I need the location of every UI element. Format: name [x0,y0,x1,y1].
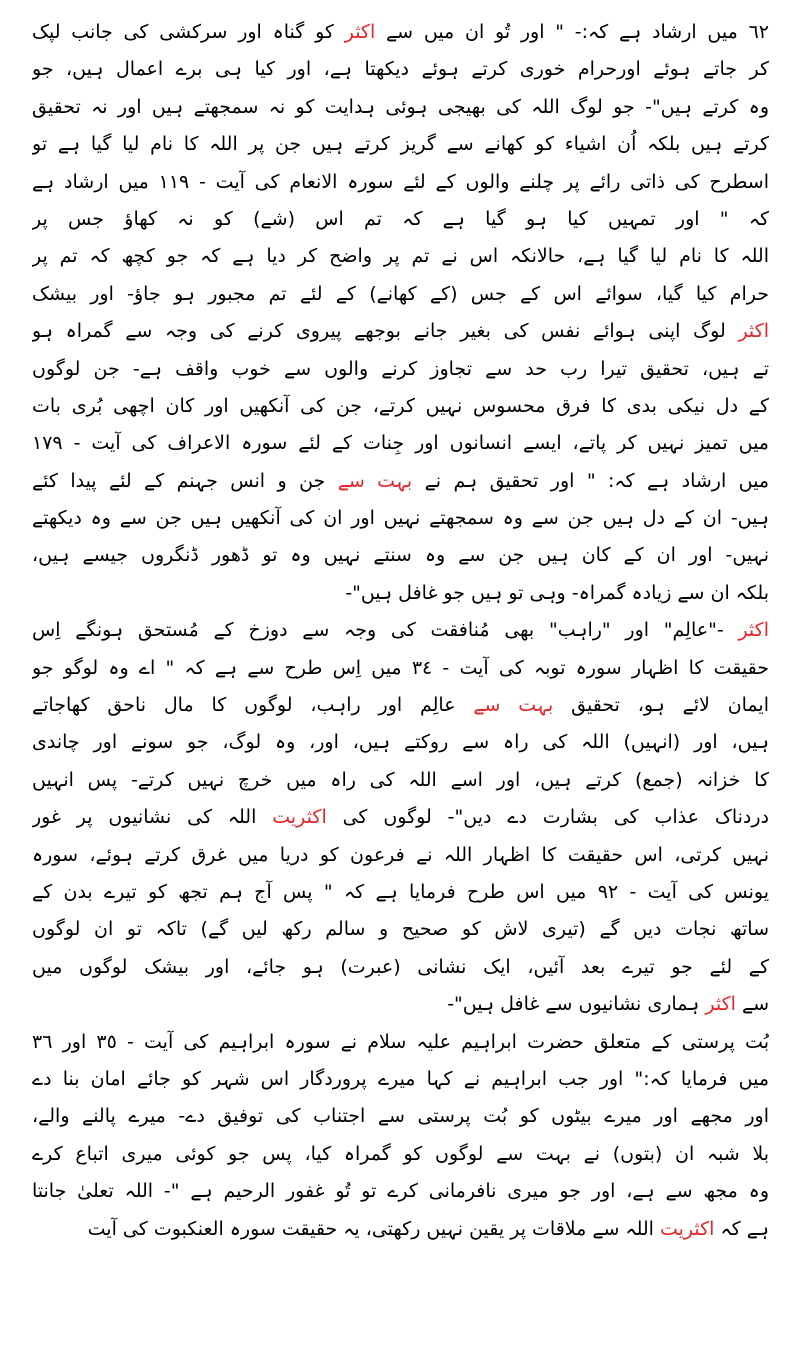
text-segment: بلا شبہ ان (بتوں) نے بہت سے لوگوں کو گمراہ کیا، پس جو کوئی میری اتباع کرے [32,1142,769,1165]
text-segment: اسطرح کی ذاتی رائے پر چلنے والوں کے لئے سورہ الانعام کی آیت - ١١٩ میں ارشاد ہے [32,170,769,193]
text-line [32,201,769,238]
text-line [32,164,769,201]
text-line [32,537,769,574]
text-segment: کو گناہ اور سرکشی کی جانب لپک [32,21,345,43]
text-line [32,351,769,388]
text-segment: کے دل نیکی بدی کا فرق محسوس نہیں کرتے، جن کی آنکھیں اور کان اچھی بُری بات [32,394,769,417]
text-segment: لوگ اپنی ہوائے نفس کی بغیر جانے بوجھے پیروی کرنے کی وجہ سے گمراہ ہو [32,320,739,343]
text-line [32,51,769,88]
text-segment: اللہ سے ملاقات پر یقین نہیں رکھتی، یہ حقیقت سورہ العنکبوت کی آیت [87,1217,660,1240]
text-segment: جن و انس جہنم کے لئے پیدا کئے [32,469,338,492]
text-segment: تے ہیں، تحقیق تیرا رب حد سے تجاوز کرنے والوں سے خوب واقف ہے- جن لوگوں [32,357,769,380]
text-line [32,388,769,425]
text-segment: کر جاتے ہوئے اورحرام خوری کرتے ہوئے دیکھتا ہے، اور کیا ہی برے اعمال ہیں، جو [32,58,769,81]
highlighted-word: اکثر [738,619,769,642]
text-segment: نہیں- اور ان کے کان ہیں جن سے وہ سنتے نہیں وہ تو ڈھور ڈنگروں جیسے ہیں، [32,544,769,567]
text-segment: ہماری نشانیوں سے غافل ہیں"- [447,993,706,1016]
text-line [32,1024,769,1061]
text-segment: وہ مجھ سے ہے، اور جو میری نافرمانی کرے تو تُو غفور الرحیم ہے "- اللہ تعلیٰ جانتا [32,1180,769,1203]
text-segment: وہ کرتے ہیں"- جو لوگ اللہ کی بھیجی ہوئی ہدایت کو نہ سمجھتے ہیں اور نہ تحقیق [32,95,769,118]
text-segment: عالِم اور راہب، لوگوں کا مال ناحق کھاجاتے [32,694,474,717]
text-line [32,313,769,350]
paragraph [32,612,769,1023]
text-line [32,1098,769,1135]
text-segment: کے لئے جو تیرے بعد آئیں، ایک نشانی (عبرت) ہو جائے، اور بیشک لوگوں میں [32,955,769,978]
text-line [32,762,769,799]
highlighted-word: اکثر [705,993,736,1016]
text-line [32,14,769,51]
highlighted-word: بہت سے [473,694,554,717]
text-segment: میں فرمایا کہ:" اور جب ابراہیم نے کہا میرے پروردگار اس شہر کو جائے امان بنا دے [32,1067,769,1090]
highlighted-word: اکثر [738,320,769,343]
text-segment: سے [735,993,769,1016]
text-segment: دردناک عذاب کی بشارت دے دیں"- لوگوں کی [326,806,769,829]
text-line [32,986,769,1023]
text-line [32,1211,769,1248]
text-segment: کہ " اور تمہیں کیا ہو گیا ہے کہ تم اس (شے) کو نہ کھاؤ جس پر [32,207,769,230]
text-segment: حقیقت کا اظہار سورہ توبہ کی آیت - ٣٤ میں اِس طرح سے ہے کہ " اے وہ لوگو جو [32,656,769,679]
text-line [32,1061,769,1098]
text-segment: اللہ کا نام لیا گیا ہے، حالانکہ اس نے تم پر واضح کر دیا ہے کہ جو کچھ کہ تم پر [32,245,769,268]
text-line [32,425,769,462]
text-line [32,575,769,612]
text-line [32,724,769,761]
text-segment: یونس کی آیت - ٩٢ میں اس طرح فرمایا ہے کہ " پس آج ہم تجھ کو تیرے بدن کے [32,880,769,903]
text-line [32,687,769,724]
text-line [32,1173,769,1210]
text-segment: میں تمیز نہیں کر پاتے، ایسے انسانوں اور جِنات کے لئے سورہ الاعراف کی آیت - ١٧٩ [32,432,769,455]
paragraph [32,14,769,612]
text-line [32,650,769,687]
text-line [32,799,769,836]
text-line [32,874,769,911]
text-segment: نہیں کرتی، اس حقیقت کا اظہار اللہ نے فرعون کو دریا میں غرق کرتے ہوئے، سورہ [32,843,769,866]
text-line [32,949,769,986]
highlighted-word: اکثریت [272,806,327,829]
text-segment: ٦٢ میں ارشاد ہے کہ:- " اور تُو ان میں سے [375,21,769,43]
text-segment: کا خزانہ (جمع) کرتے ہیں، اور اسے اللہ کی راہ میں خرچ نہیں کرتے- پس انہیں [32,768,769,791]
text-segment: بلکہ ان سے زیادہ گمراہ- وہی تو ہیں جو غافل ہیں"- [345,581,769,604]
text-line [32,612,769,649]
text-segment: ایمان لائے ہو، تحقیق [553,694,769,717]
text-line [32,463,769,500]
text-line [32,238,769,275]
text-segment: ساتھ نجات دیں گے (تیری لاش کو صحیح و سالم رکھ لیں گے) تاکہ تو ان لوگوں [32,918,769,941]
highlighted-word: اکثر [344,21,376,43]
paragraph [32,1024,769,1248]
text-segment: بُت پرستی کے متعلق حضرت ابراہیم علیہ سلام نے سورہ ابراہیم کی آیت - ٣٥ اور ٣٦ [32,1030,769,1053]
highlighted-word: اکثریت [659,1217,715,1240]
text-segment: ہیں، اور (انہیں) اللہ کی راہ سے روکتے ہیں، اور، وہ لوگ، جو سونے اور چاندی [32,731,769,754]
text-line [32,500,769,537]
text-segment: -"عالِم" اور "راہب" بھی مُنافقت کی وجہ سے دوزخ کے مُستحق ہونگے اِس [32,619,739,642]
text-segment: اللہ کی نشانیوں پر غور [32,806,273,829]
highlighted-word: بہت سے [337,469,413,492]
text-line [32,276,769,313]
text-segment: کرتے ہیں بلکہ اُن اشیاء کو کھانے سے گریز کرتے ہیں جن پر اللہ کا نام لیا گیا ہے تو [32,133,769,156]
text-line [32,911,769,948]
text-segment: ہیں- ان کے دل ہیں جن سے وہ سمجھتے نہیں اور ان کی آنکھیں ہیں جن سے وہ دیکھتے [32,507,769,530]
text-line [32,89,769,126]
text-segment: ہے کہ [714,1217,769,1240]
text-line [32,837,769,874]
text-line [32,126,769,163]
text-segment: حرام کیا گیا، سوائے اس کے جس (کے کھانے) کے لئے تم مجبور ہو جاؤ- اور بیشک [32,282,769,305]
text-line [32,1136,769,1173]
text-segment: میں ارشاد ہے کہ: " اور تحقیق ہم نے [412,469,769,492]
text-segment: اور مجھے اور میرے بیٹوں کو بُت پرستی سے اجتناب کی توفیق دے- میرے پالنے والے، [32,1105,769,1128]
